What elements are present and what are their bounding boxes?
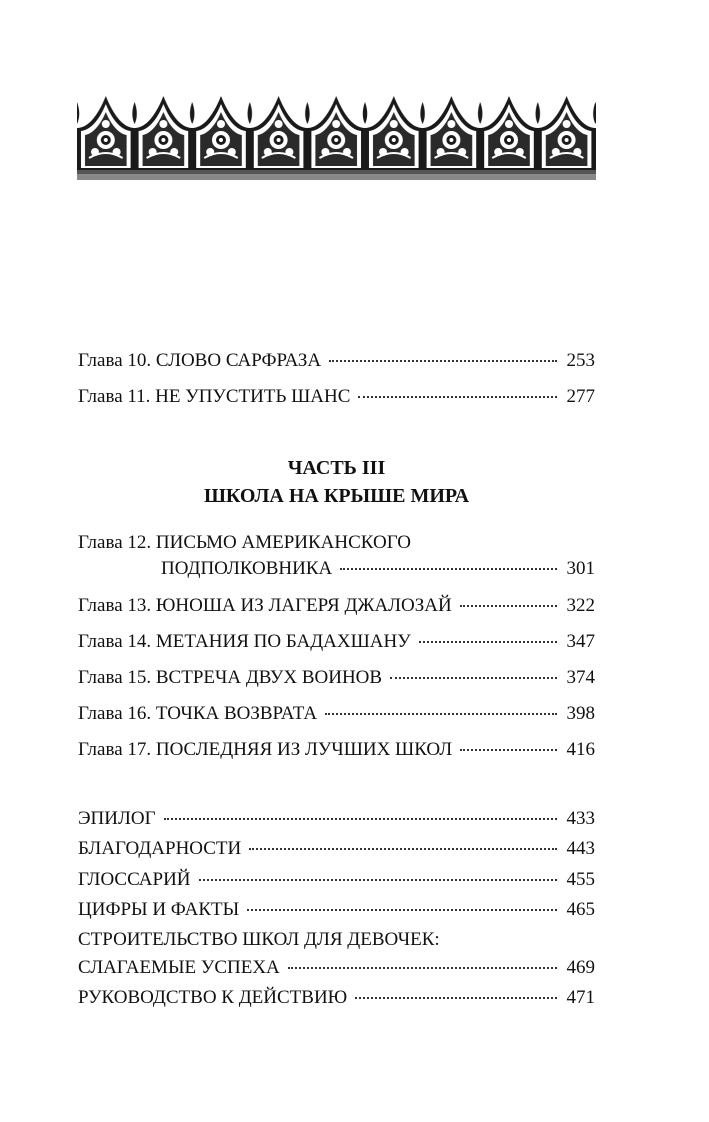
page-number: 416: [566, 739, 595, 760]
dot-leader: [460, 749, 557, 751]
toc-entry-acknowledgements[interactable]: [78, 837, 595, 861]
page-number: 433: [566, 808, 595, 829]
dot-leader: [247, 909, 557, 911]
part-number: ЧАСТЬ III: [287, 457, 386, 479]
toc-entry[interactable]: [78, 594, 595, 618]
page-number: 322: [566, 595, 595, 616]
chapter-title: ВСТРЕЧА ДВУХ ВОИНОВ: [155, 667, 383, 688]
page-number: 443: [566, 838, 595, 859]
section-title: ЭПИЛОГ: [78, 808, 156, 829]
toc-entry-line2[interactable]: [161, 557, 595, 581]
toc-entry-epilogue[interactable]: [78, 807, 595, 831]
dot-leader: [288, 967, 557, 969]
toc-entry-facts[interactable]: [78, 898, 595, 922]
toc-entry-schools-line2[interactable]: [78, 956, 595, 980]
section-title-line2: СЛАГАЕМЫЕ УСПЕХА: [78, 957, 280, 978]
dot-leader: [325, 713, 557, 715]
dot-leader: [329, 360, 557, 362]
toc-entry[interactable]: [78, 702, 595, 726]
dot-leader: [340, 568, 557, 570]
section-title: ЦИФРЫ И ФАКТЫ: [78, 899, 240, 920]
chapter-title: ТОЧКА ВОЗВРАТА: [155, 703, 318, 724]
page-number: 374: [566, 667, 595, 688]
chapter-prefix: Глава 15.: [78, 667, 152, 688]
chapter-title: МЕТАНИЯ ПО БАДАХШАНУ: [155, 631, 411, 652]
chapter-title-line2: ПОДПОЛКОВНИКА: [161, 558, 333, 579]
toc-entry[interactable]: [78, 666, 595, 690]
dot-leader: [164, 818, 557, 820]
section-title-line1: СТРОИТЕЛЬСТВО ШКОЛ ДЛЯ ДЕВОЧЕК:: [78, 929, 440, 950]
page-number: 347: [566, 631, 595, 652]
part-heading: [78, 454, 595, 510]
ornamental-border: [77, 88, 596, 180]
page-number: 455: [566, 869, 595, 890]
section-title: БЛАГОДАРНОСТИ: [78, 838, 242, 859]
chapter-prefix: Глава 13.: [78, 595, 152, 616]
dot-leader: [460, 605, 557, 607]
dot-leader: [419, 641, 557, 643]
chapter-prefix: Глава 14.: [78, 631, 152, 652]
chapter-prefix: Глава 11.: [78, 386, 151, 407]
dot-leader: [390, 677, 557, 679]
chapter-title-line1: ПИСЬМО АМЕРИКАНСКОГО: [155, 532, 411, 553]
toc-entry[interactable]: [78, 738, 595, 762]
dot-leader: [358, 396, 557, 398]
toc-entry[interactable]: [78, 630, 595, 654]
page-number: 471: [566, 987, 595, 1008]
dot-leader: [249, 848, 557, 850]
toc-entry[interactable]: [78, 385, 595, 409]
chapter-title: ЮНОША ИЗ ЛАГЕРЯ ДЖАЛОЗАЙ: [155, 595, 452, 616]
section-title: ГЛОССАРИЙ: [78, 869, 191, 890]
chapter-prefix: Глава 16.: [78, 703, 152, 724]
chapter-title: НЕ УПУСТИТЬ ШАНС: [155, 386, 351, 407]
chapter-title: ПОСЛЕДНЯЯ ИЗ ЛУЧШИХ ШКОЛ: [155, 739, 453, 760]
page-number: 469: [566, 957, 595, 978]
page-number: 301: [566, 558, 595, 579]
chapter-title: СЛОВО САРФРАЗА: [155, 350, 322, 371]
dot-leader: [199, 879, 557, 881]
toc-entry-guide[interactable]: [78, 986, 595, 1010]
section-title: РУКОВОДСТВО К ДЕЙСТВИЮ: [78, 987, 348, 1008]
chapter-prefix: Глава 17.: [78, 739, 152, 760]
page-number: 253: [566, 350, 595, 371]
toc-entry-glossary[interactable]: [78, 868, 595, 892]
chapter-prefix: Глава 10.: [78, 350, 152, 371]
dot-leader: [355, 997, 557, 999]
chapter-prefix: Глава 12.: [78, 532, 152, 553]
page-number: 465: [566, 899, 595, 920]
toc-entry-line1[interactable]: [78, 531, 595, 555]
part-title: ШКОЛА НА КРЫШЕ МИРА: [203, 485, 470, 507]
toc-entry-schools-line1[interactable]: [78, 928, 595, 952]
page-number: 398: [566, 703, 595, 724]
toc-entry[interactable]: [78, 349, 595, 373]
page-number: 277: [566, 386, 595, 407]
